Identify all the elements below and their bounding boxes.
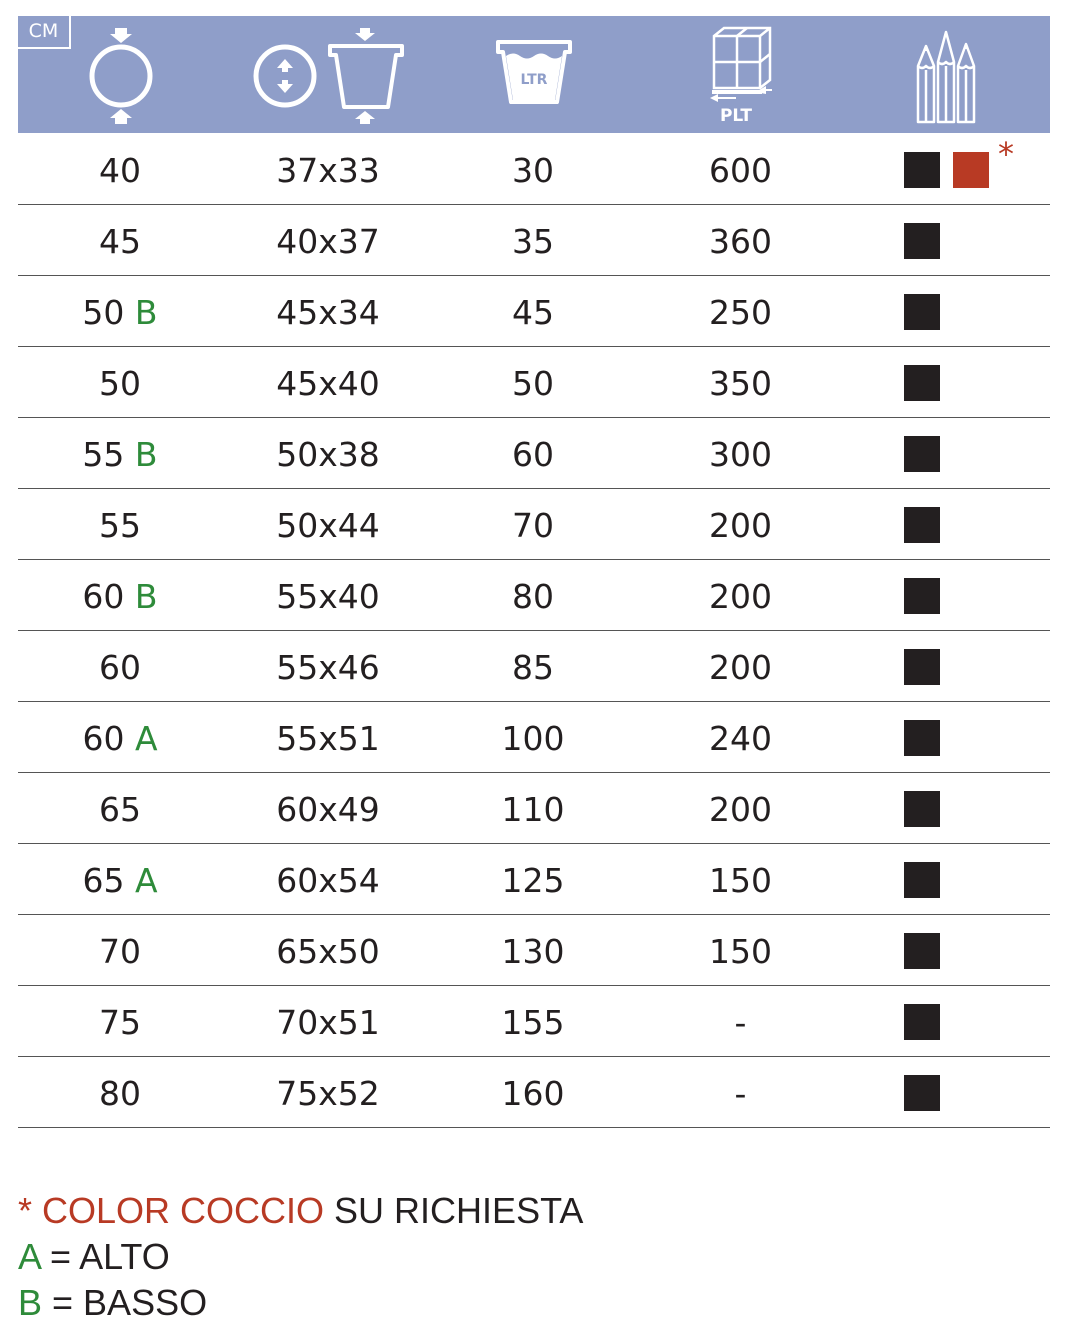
color-swatch-black [904,152,940,188]
unit-badge: CM [18,16,71,49]
colors-pencils-icon [914,26,978,124]
pallet-cell: 150 [709,861,772,900]
color-swatch-black [904,862,940,898]
pallet-cell: 250 [709,293,772,332]
color-swatch-black [904,578,940,614]
size-suffix: A [134,861,158,900]
size-value: 75 [99,1003,141,1042]
size-value: 55 [82,435,125,474]
size-cell [70,915,170,985]
size-suffix: B [134,293,158,332]
liters-cell: 35 [512,222,554,261]
dims-cell: 55x51 [276,719,380,758]
size-suffix: B [134,577,158,616]
legend-b-key: B [18,1282,43,1323]
pallet-cell: 300 [709,435,772,474]
table-row [18,418,1050,489]
color-swatch-black [904,649,940,685]
liters-cell: 110 [501,790,565,829]
pallet-icon [706,26,778,102]
table-row [18,986,1050,1057]
size-value: 45 [99,222,141,261]
color-swatch-black [904,791,940,827]
color-swatch-black [904,223,940,259]
legend-a-key: A [18,1236,41,1277]
dims-cell: 75x52 [276,1074,380,1113]
liters-cell: 100 [501,719,565,758]
size-suffix: A [134,719,158,758]
table-row [18,844,1050,915]
size-value: 80 [99,1074,141,1113]
product-table [18,134,1050,1128]
liters-label: LTR [520,72,548,88]
legend-alto-line [18,1234,583,1280]
pallet-cell: 200 [709,790,772,829]
legend-on-request: SU RICHIESTA [324,1190,584,1231]
size-value: 70 [99,932,141,971]
size-value: 40 [99,151,141,190]
size-cell [70,986,170,1056]
size-value: 55 [99,506,141,545]
liters-cell: 70 [512,506,554,545]
pallet-cell: 350 [709,364,772,403]
size-cell [70,1057,170,1127]
liters-cell: 50 [512,364,554,403]
size-value: 60 [99,648,141,687]
color-swatch-black [904,933,940,969]
color-swatch-cotto [953,152,989,188]
color-swatch-black [904,365,940,401]
table-row [18,773,1050,844]
color-swatch-black [904,1075,940,1111]
table-row [18,276,1050,347]
liters-cell: 130 [501,932,565,971]
table-row [18,347,1050,418]
dims-cell: 45x34 [276,293,380,332]
liters-cell: 85 [512,648,554,687]
legend-a-text: = ALTO [40,1236,170,1277]
color-swatch-black [904,1004,940,1040]
table-row [18,560,1050,631]
liters-cell: 125 [501,861,565,900]
table-row [18,205,1050,276]
dims-cell: 65x50 [276,932,380,971]
liters-cell: 30 [512,151,554,190]
diameter-icon [86,26,156,126]
table-row [18,915,1050,986]
pallet-cell: 200 [709,506,772,545]
color-swatch-black [904,720,940,756]
legend-b-text: = BASSO [42,1282,208,1323]
height-width-pot-icon [250,26,410,126]
color-swatch-black [904,436,940,472]
dims-cell: 37x33 [276,151,380,190]
dims-cell: 40x37 [276,222,380,261]
liters-cell: 160 [501,1074,565,1113]
legend-star: * [18,1190,43,1231]
dims-cell: 55x40 [276,577,380,616]
dims-cell: 55x46 [276,648,380,687]
pallet-cell: - [734,1074,747,1113]
pallet-cell: 360 [709,222,772,261]
color-swatch-black [904,507,940,543]
dims-cell: 60x49 [276,790,380,829]
table-row [18,631,1050,702]
legend [18,1188,583,1326]
pallet-cell: 200 [709,577,772,616]
pallet-label: PLT [719,106,753,126]
size-cell [70,702,170,772]
size-value: 60 [82,577,125,616]
size-cell [70,276,170,346]
size-value: 65 [82,861,125,900]
table-header [18,16,1050,133]
size-value: 65 [99,790,141,829]
size-value: 50 [82,293,125,332]
size-cell [70,347,170,417]
size-cell [70,418,170,488]
legend-cotto-line [18,1188,583,1234]
size-cell [70,560,170,630]
liters-cell: 155 [501,1003,565,1042]
size-cell [70,773,170,843]
dims-cell: 45x40 [276,364,380,403]
size-cell [70,134,170,204]
pallet-cell: 240 [709,719,772,758]
liters-cell: 60 [512,435,554,474]
size-value: 60 [82,719,125,758]
pallet-cell: 150 [709,932,772,971]
dims-cell: 50x38 [276,435,380,474]
size-cell [70,844,170,914]
color-swatch-black [904,294,940,330]
legend-cotto: COLOR COCCIO [42,1190,325,1231]
size-cell [70,205,170,275]
legend-basso-line [18,1280,583,1326]
liters-cell: 45 [512,293,554,332]
liters-cell: 80 [512,577,554,616]
size-suffix: B [134,435,158,474]
size-cell [70,631,170,701]
pallet-cell: - [734,1003,747,1042]
table-row [18,134,1050,205]
pallet-cell: 600 [709,151,772,190]
pallet-cell: 200 [709,648,772,687]
size-cell [70,489,170,559]
table-row [18,489,1050,560]
dims-cell: 70x51 [276,1003,380,1042]
dims-cell: 50x44 [276,506,380,545]
size-value: 50 [99,364,141,403]
dims-cell: 60x54 [276,861,380,900]
table-row [18,702,1050,773]
table-row [18,1057,1050,1128]
on-request-star: * [998,135,1014,173]
